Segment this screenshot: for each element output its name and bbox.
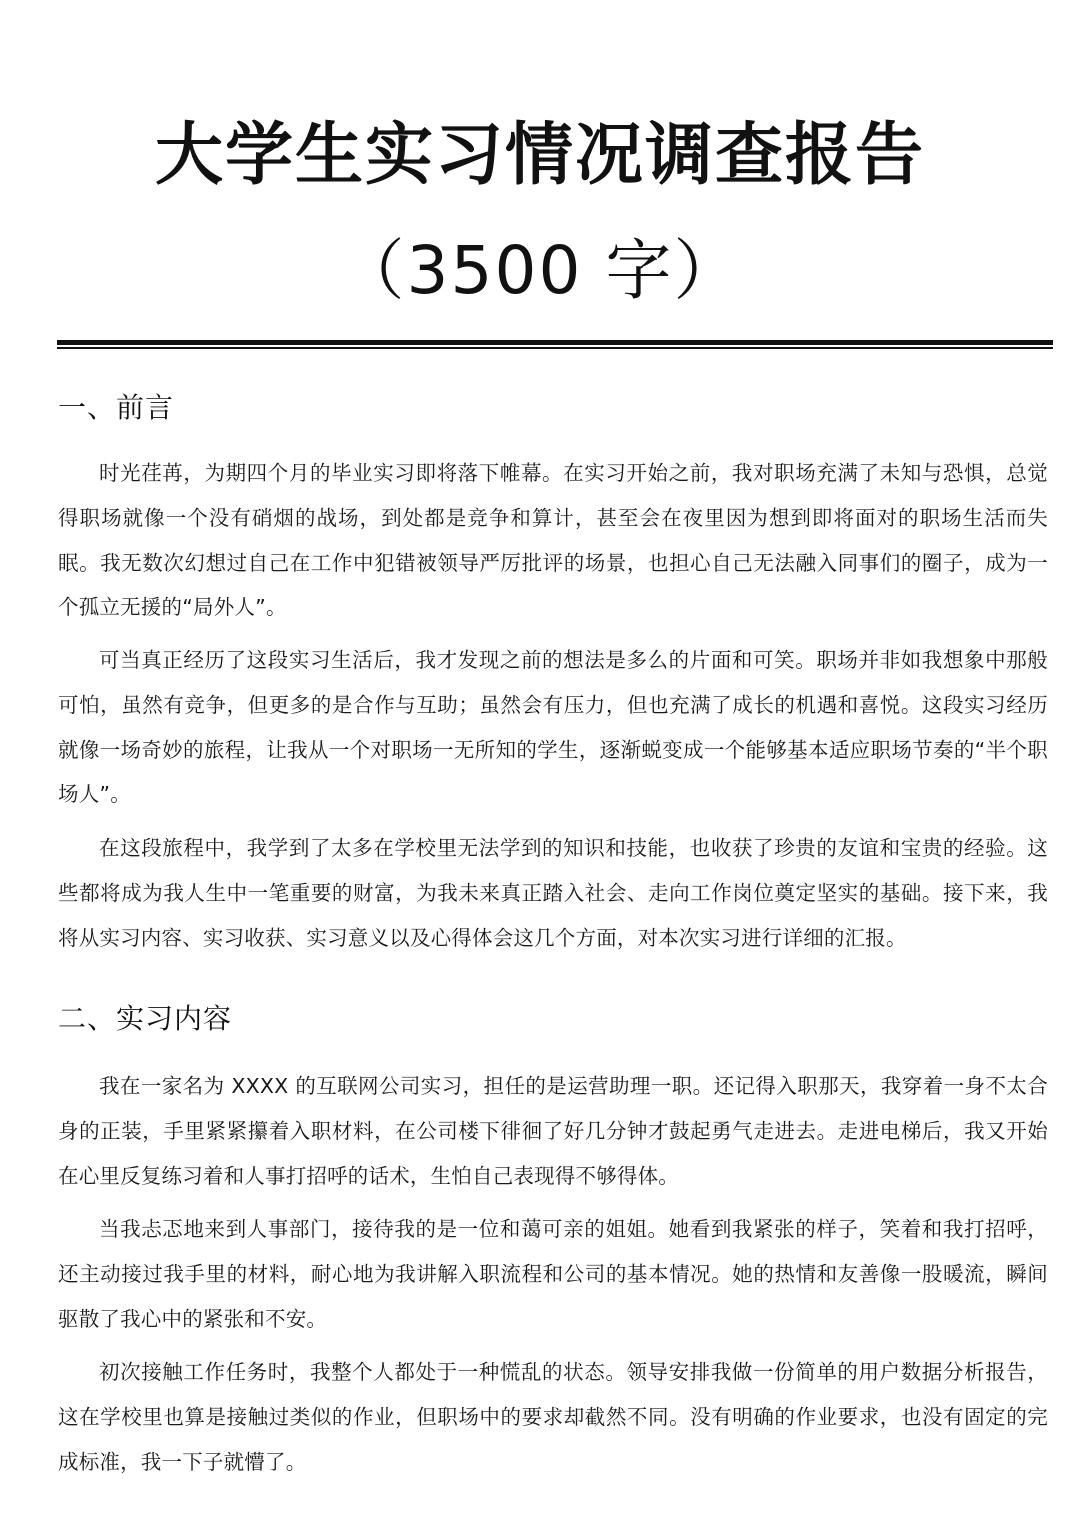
paragraph: 当我忐忑地来到人事部门，接待我的是一位和蔼可亲的姐姐。她看到我紧张的样子，笑着和我打招呼，还主动接过我手里的材料，耐心地为我讲解入职流程和公司的基本情况。她的热情和友善像一股暖流，瞬间驱散了我心中的紧张和不安。 (58, 1217, 1048, 1331)
title-divider-thin (57, 347, 1053, 349)
paragraph: 在这段旅程中，我学到了太多在学校里无法学到的知识和技能，也收获了珍贵的友谊和宝贵的经验。这些都将成为我人生中一笔重要的财富，为我未来真正踏入社会、走向工作岗位奠定坚实的基础。接下来，我将从实习内容、实习收获、实习意义以及心得体会这几个方面，对本次实习进行详细的汇报。 (58, 836, 1048, 950)
paragraph: 可当真正经历了这段实习生活后，我才发现之前的想法是多么的片面和可笑。职场并非如我想象中那般可怕，虽然有竞争，但更多的是合作与互助；虽然会有压力，但也充满了成长的机遇和喜悦。这段实习经历就像一场奇妙的旅程，让我从一个对职场一无所知的学生，逐渐蜕变成一个能够基本适应职场节奏的“半个职场人”。 (58, 648, 1048, 807)
section-heading-internship-content: 二、实习内容 (58, 1002, 233, 1035)
document-title: 大学生实习情况调查报告 (154, 116, 925, 195)
section-heading-preface: 一、前言 (58, 391, 175, 424)
document-subtitle-wordcount: （3500 字） (338, 232, 742, 309)
paragraph: 时光荏苒，为期四个月的毕业实习即将落下帷幕。在实习开始之前，我对职场充满了未知与恐惧，总觉得职场就像一个没有硝烟的战场，到处都是竞争和算计，甚至会在夜里因为想到即将面对的职场生活而失眠。我无数次幻想过自己在工作中犯错被领导严厉批评的场景，也担心自己无法融入同事们的圈子，成为一个孤立无援的“局外人”。 (58, 461, 1048, 620)
paragraph: 我在一家名为 XXXX 的互联网公司实习，担任的是运营助理一职。还记得入职那天，我穿着一身不太合身的正装，手里紧紧攥着入职材料，在公司楼下徘徊了好几分钟才鼓起勇气走进去。走进电梯后，我又开始在心里反复练习着和人事打招呼的话术，生怕自己表现得不够得体。 (58, 1074, 1048, 1188)
title-divider-thick (57, 340, 1053, 345)
paragraph: 初次接触工作任务时，我整个人都处于一种慌乱的状态。领导安排我做一份简单的用户数据分析报告，这在学校里也算是接触过类似的作业，但职场中的要求却截然不同。没有明确的作业要求，也没有固定的完成标准，我一下子就懵了。 (58, 1360, 1048, 1474)
